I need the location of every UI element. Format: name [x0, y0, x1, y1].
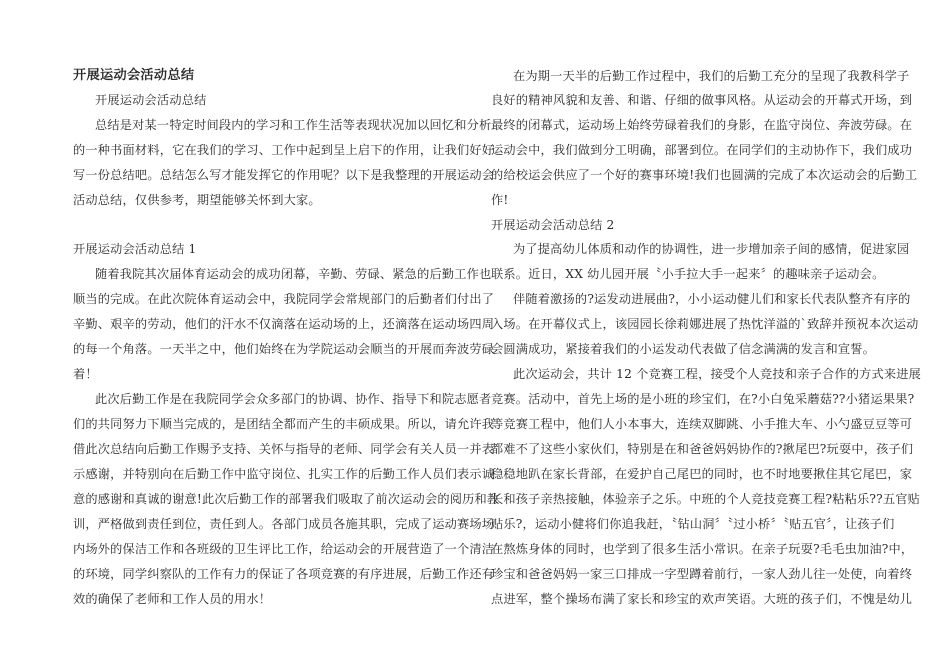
left-text-line: 借此次总结向后勤工作赐予支持、关怀与指导的老师、同学会有关人员一并表	[73, 442, 495, 456]
right-text-line: 开展运动会活动总结 2	[491, 218, 615, 232]
left-text-line: 活动总结，仅供参考，期望能够关怀到大家。	[73, 193, 321, 207]
right-text-line: 都难不了这些小家伙们，特别是在和爸爸妈妈协作的?揪尾巴?玩耍中，孩子们	[491, 442, 914, 456]
right-text-line: 最终的闭幕式，运动场上始终劳碌着我们的身影，在监守岗位、奔波劳碌。在	[491, 118, 913, 132]
right-text-line: 贴乐?，运动小健将们你追我赶，〝钻山洞〞〝过小桥〞〝贴五官〞，让孩子们	[491, 517, 895, 531]
right-text-line: 在熬炼身体的同时，也学到了很多生活小常识。在亲子玩耍?毛毛虫加油?中，	[491, 542, 914, 556]
left-text-line: 效的确保了老师和工作人员的用水！	[73, 592, 272, 606]
right-text-line: 稳稳地趴在家长背部，在爱护自己尾巴的同时，也不时地要揪住其它尾巴，家	[491, 467, 913, 481]
left-text-line: 开展运动会活动总结 1	[73, 242, 197, 256]
right-text-line: 入场。在开幕仪式上，该园园长徐莉娜进展了热忱洋溢的`致辞并预祝本次运动	[491, 317, 919, 331]
right-text-line: 的给校运会供应了一个好的赛事环境!我们也圆满的完成了本次运动会的后勤工	[491, 168, 918, 182]
left-text-line: 们的共同努力下顺当完成的，是团结全都而产生的丰硕成果。所以，请允许我	[73, 417, 495, 431]
right-text-line: 此次运动会，共计 12 个竞赛工程，接受个人竞技和亲子合作的方式来进展	[513, 367, 922, 381]
left-text-line: 写一份总结吧。总结怎么写才能发挥它的作用呢？以下是我整理的开展运动会	[73, 168, 495, 182]
left-text-line: 辛勤、艰辛的劳动，他们的汗水不仅滴落在运动场的上，还滴落在运动场四周	[73, 317, 495, 331]
right-text-line: 珍宝和爸爸妈妈一家三口排成一字型蹲着前行，一家人劲儿往一处使，向着终	[491, 567, 913, 581]
right-text-line: 等竞赛工程中，他们人小本事大，连续双脚跳、小手推大车、小勺盛豆豆等可	[491, 417, 913, 431]
left-text-line: 随着我院其次届体育运动会的成功闭幕，辛勤、劳碌、紧急的后勤工作也	[95, 267, 492, 281]
right-text-line: 在为期一天半的后勤工作过程中，我们的后勤工充分的呈现了我教科学子	[513, 69, 910, 83]
left-text-line: 的每一个角落。一天半之中，他们始终在为学院运动会顺当的开展而奔波劳碌	[73, 342, 495, 356]
left-text-line: 意的感谢和真诚的谢意!此次后勤工作的部署我们吸取了前次运动会的阅历和教	[73, 492, 500, 506]
right-text-line: 点进军，整个操场布满了家长和珍宝的欢声笑语。大班的孩子们，不愧是幼儿	[491, 592, 913, 606]
right-text-line: 长和孩子亲热接触，体验亲子之乐。中班的个人竞技竞赛工程?粘粘乐??五官贴	[491, 492, 920, 506]
right-text-line: 为了提高幼儿体质和动作的协调性，进一步增加亲子间的感情，促进家园	[513, 242, 910, 256]
left-text-line: 的环境，同学纠察队的工作有力的保证了各项竞赛的有序进展，后勤工作还有	[73, 567, 495, 581]
left-text-line: 的一种书面材料，它在我们的学习、工作中起到呈上启下的作用，让我们好好	[73, 143, 495, 157]
left-text-line: 内场外的保洁工作和各班级的卫生评比工作，给运动会的开展营造了一个清洁	[73, 542, 495, 556]
left-text-line: 总结是对某一特定时间段内的学习和工作生活等表现状况加以回忆和分析	[95, 118, 492, 132]
left-text-line: 此次后勤工作是在我院同学会众多部门的协调、协作、指导下和院志愿者	[95, 392, 492, 406]
right-text-line: 伴随着激扬的?运发动进展曲?，小小运动健儿们和家长代表队整齐有序的	[513, 292, 911, 306]
right-text-line: 竞赛。活动中，首先上场的是小班的珍宝们，在?小白兔采蘑菇??小猪运果果?	[491, 392, 915, 406]
right-text-line: 良好的精神风貌和友善、和谐、仔细的做事风格。从运动会的开幕式开场，到	[491, 93, 913, 107]
right-text-line: 作!	[491, 193, 509, 207]
left-text-line: 顺当的完成。在此次院体育运动会中，我院同学会常规部门的后勤者们付出了	[73, 292, 495, 306]
left-text-line: 训，严格做到责任到位，责任到人。各部门成员各施其职，完成了运动赛场场	[73, 517, 495, 531]
right-text-line: 会圆满成功，紧接着我们的小运发动代表做了信念满满的发言和宣誓。	[491, 342, 876, 356]
left-text-line: 开展运动会活动总结	[95, 93, 207, 107]
document-title: 开展运动会活动总结	[73, 68, 195, 83]
left-text-line: 示感谢，并特别向在后勤工作中监守岗位、扎实工作的后勤工作人员们表示诚	[73, 467, 495, 481]
right-text-line: 运动会中，我们做到分工明确，部署到位。在同学们的主动协作下，我们成功	[491, 143, 913, 157]
right-text-line: 联系。近日，XX 幼儿园开展〝小手拉大手一起来〞的趣味亲子运动会。	[491, 267, 885, 281]
left-text-line: 着！	[73, 367, 98, 381]
